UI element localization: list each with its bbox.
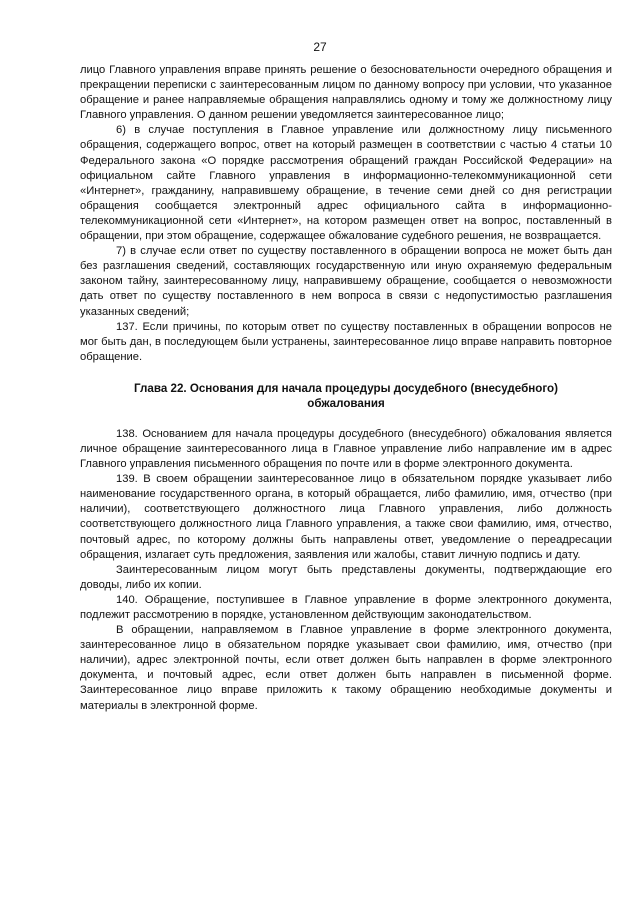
chapter-heading: Глава 22. Основания для начала процедуры досудебного (внесудебного) обжалования [134, 381, 558, 410]
paragraph-137: 137. Если причины, по которым ответ по существу поставленных в обращении вопросов не мог быть дан, в последующем были устранены, заинтересованное лицо вправе направить повторное обращение. [80, 320, 612, 363]
page-number: 27 [313, 40, 327, 54]
paragraph-139-documents: Заинтересованным лицом могут быть представлены документы, подтверждающие его доводы, либо их копии. [80, 563, 612, 591]
paragraph-item-7: 7) в случае если ответ по существу поставленного в обращении вопроса не может быть дан без разглашения сведений, составляющих государственную или иную охраняемую федеральным законом тайну, заинтересованному лицу, направившему обращение, сообщается о невозможности дать ответ по существу поставленного в нем вопроса в связи с недопустимостью разглашения указанных сведений; [80, 245, 612, 318]
paragraph-140: 140. Обращение, поступившее в Главное управление в форме электронного документа, подлежит рассмотрению в порядке, установленном действующим законодательством. [80, 593, 612, 621]
document-body [80, 63, 612, 714]
paragraph-139: 139. В своем обращении заинтересованное лицо в обязательном порядке указывает либо наименование государственного органа, в который обращается, либо фамилию, имя, отчество (при наличии), соответствующего должностного лица Главного управления, либо должность соответствующего должностного лица Главного управления, а также свои фамилию, имя, отчество, почтовый адрес, по которому должны быть направлены ответ, уведомление о переадресации обращения, излагает суть предложения, заявления или жалобы, ставит личную подпись и дату. [80, 473, 612, 561]
paragraph-140-electronic: В обращении, направляемом в Главное управление в форме электронного документа, заинтересованное лицо в обязательном порядке указывает свои фамилию, имя, отчество (при наличии), адрес электронной почты, если ответ должен быть направлен в форме электронного документа, и почтовый адрес, если ответ должен быть направлен в письменной форме. Заинтересованное лицо вправе приложить к такому обращению необходимые документы и материалы в электронной форме. [80, 624, 612, 712]
paragraph-138: 138. Основанием для начала процедуры досудебного (внесудебного) обжалования является личное обращение заинтересованного лица в Главное управление либо направление им в адрес Главного управления письменного обращения по почте или в форме электронного документа. [80, 427, 612, 471]
paragraph-continuation: лицо Главного управления вправе принять решение о безосновательности очередного обращения и прекращении переписки с заинтересованным лицом по данному вопросу при условии, что указанное обращение и ранее направляемые обращения направлялись одному и тому же должностному лицу Главного управления. О данном решении уведомляется заинтересованное лицо; [80, 64, 612, 122]
paragraph-item-6: 6) в случае поступления в Главное управление или должностному лицу письменного обращения, содержащего вопрос, ответ на который размещен в соответствии с частью 4 статьи 10 Федерального закона «О порядке рассмотрения обращений граждан Российской Федерации» на официальном сайте Главного управления в информационно-телекоммуникационной сети «Интернет», гражданину, направившему обращение, в течение семи дней со дня регистрации обращения сообщается электронный адрес официального сайта в информационно-телекоммуникационной сети «Интернет», на котором размещен ответ на вопрос, поставленный в обращении, при этом обращение, содержащее обжалование судебного решения, не возвращается. [80, 124, 612, 243]
